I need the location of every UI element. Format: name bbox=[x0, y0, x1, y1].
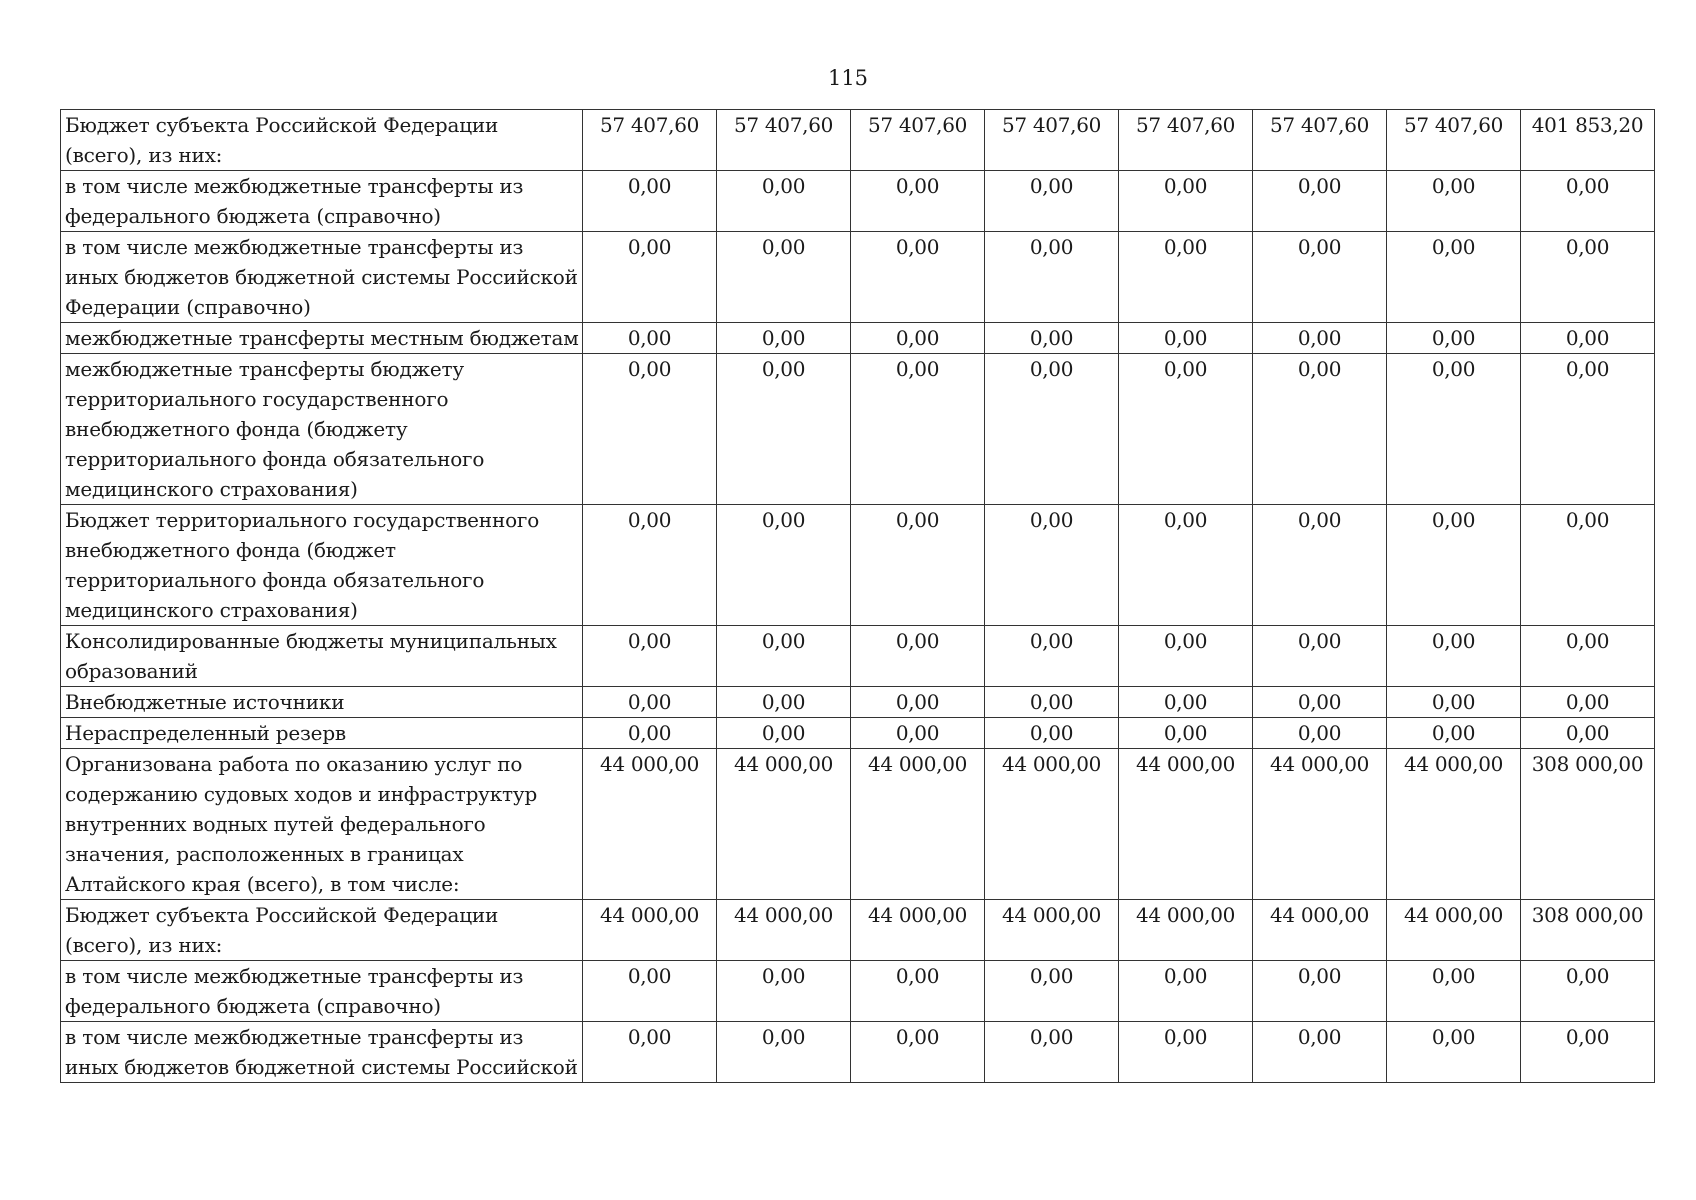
value-cell: 0,00 bbox=[1387, 718, 1521, 749]
value-cell: 0,00 bbox=[851, 687, 985, 718]
value-cell: 57 407,60 bbox=[717, 110, 851, 171]
total-cell: 308 000,00 bbox=[1521, 900, 1655, 961]
row-label: межбюджетные трансферты местным бюджетам bbox=[61, 323, 583, 354]
total-cell: 0,00 bbox=[1521, 505, 1655, 626]
value-cell: 0,00 bbox=[583, 718, 717, 749]
table-row bbox=[61, 718, 1655, 749]
page-number: 115 bbox=[827, 66, 869, 90]
value-cell: 0,00 bbox=[851, 1022, 985, 1083]
value-cell: 57 407,60 bbox=[1387, 110, 1521, 171]
value-cell: 0,00 bbox=[1253, 626, 1387, 687]
total-cell: 0,00 bbox=[1521, 718, 1655, 749]
value-cell: 57 407,60 bbox=[851, 110, 985, 171]
value-cell: 0,00 bbox=[985, 505, 1119, 626]
value-cell: 44 000,00 bbox=[851, 749, 985, 900]
value-cell: 57 407,60 bbox=[583, 110, 717, 171]
row-label: Бюджет территориального государственного внебюджетного фонда (бюджет территориального фонда обязательного медицинского страхования) bbox=[61, 505, 583, 626]
value-cell: 0,00 bbox=[717, 626, 851, 687]
value-cell: 0,00 bbox=[1253, 354, 1387, 505]
row-label: Бюджет субъекта Российской Федерации (всего), из них: bbox=[61, 110, 583, 171]
value-cell: 0,00 bbox=[985, 961, 1119, 1022]
value-cell: 44 000,00 bbox=[1387, 749, 1521, 900]
value-cell: 0,00 bbox=[851, 626, 985, 687]
value-cell: 0,00 bbox=[1387, 354, 1521, 505]
value-cell: 0,00 bbox=[985, 626, 1119, 687]
value-cell: 0,00 bbox=[985, 232, 1119, 323]
value-cell: 0,00 bbox=[985, 1022, 1119, 1083]
budget-table bbox=[60, 109, 1655, 1083]
value-cell: 0,00 bbox=[583, 1022, 717, 1083]
value-cell: 0,00 bbox=[985, 354, 1119, 505]
table-row bbox=[61, 354, 1655, 505]
value-cell: 0,00 bbox=[717, 323, 851, 354]
value-cell: 0,00 bbox=[717, 354, 851, 505]
value-cell: 0,00 bbox=[583, 323, 717, 354]
total-cell: 0,00 bbox=[1521, 1022, 1655, 1083]
value-cell: 0,00 bbox=[583, 505, 717, 626]
value-cell: 0,00 bbox=[717, 1022, 851, 1083]
row-label: межбюджетные трансферты бюджету территориального государственного внебюджетного фонда (бюджету территориального фонда обязательного медицинского страхования) bbox=[61, 354, 583, 505]
value-cell: 44 000,00 bbox=[717, 900, 851, 961]
value-cell: 0,00 bbox=[1387, 505, 1521, 626]
value-cell: 0,00 bbox=[1119, 961, 1253, 1022]
value-cell: 0,00 bbox=[1119, 505, 1253, 626]
value-cell: 0,00 bbox=[1387, 171, 1521, 232]
value-cell: 0,00 bbox=[851, 323, 985, 354]
value-cell: 0,00 bbox=[1119, 323, 1253, 354]
table-row bbox=[61, 110, 1655, 171]
total-cell: 0,00 bbox=[1521, 354, 1655, 505]
value-cell: 0,00 bbox=[1387, 1022, 1521, 1083]
value-cell: 0,00 bbox=[1253, 232, 1387, 323]
value-cell: 0,00 bbox=[1387, 323, 1521, 354]
value-cell: 0,00 bbox=[851, 961, 985, 1022]
row-label: Внебюджетные источники bbox=[61, 687, 583, 718]
row-label: Консолидированные бюджеты муниципальных образований bbox=[61, 626, 583, 687]
table-row bbox=[61, 323, 1655, 354]
value-cell: 44 000,00 bbox=[1119, 900, 1253, 961]
value-cell: 44 000,00 bbox=[1119, 749, 1253, 900]
value-cell: 0,00 bbox=[985, 687, 1119, 718]
value-cell: 0,00 bbox=[1119, 232, 1253, 323]
table-row bbox=[61, 961, 1655, 1022]
value-cell: 0,00 bbox=[583, 354, 717, 505]
value-cell: 44 000,00 bbox=[583, 749, 717, 900]
value-cell: 0,00 bbox=[717, 718, 851, 749]
value-cell: 0,00 bbox=[1119, 171, 1253, 232]
row-label: в том числе межбюджетные трансферты из иных бюджетов бюджетной системы Российской Федерации (справочно) bbox=[61, 232, 583, 323]
value-cell: 44 000,00 bbox=[985, 900, 1119, 961]
value-cell: 0,00 bbox=[1387, 961, 1521, 1022]
row-label: Организована работа по оказанию услуг по содержанию судовых ходов и инфраструктур внутренних водных путей федерального значения, расположенных в границах Алтайского края (всего), в том числе: bbox=[61, 749, 583, 900]
table-row bbox=[61, 900, 1655, 961]
total-cell: 0,00 bbox=[1521, 323, 1655, 354]
table-row bbox=[61, 749, 1655, 900]
value-cell: 0,00 bbox=[1119, 626, 1253, 687]
table-row bbox=[61, 232, 1655, 323]
value-cell: 0,00 bbox=[851, 354, 985, 505]
value-cell: 0,00 bbox=[1253, 961, 1387, 1022]
total-cell: 0,00 bbox=[1521, 961, 1655, 1022]
value-cell: 0,00 bbox=[1253, 505, 1387, 626]
value-cell: 44 000,00 bbox=[717, 749, 851, 900]
value-cell: 0,00 bbox=[851, 505, 985, 626]
value-cell: 57 407,60 bbox=[1253, 110, 1387, 171]
value-cell: 0,00 bbox=[583, 232, 717, 323]
value-cell: 0,00 bbox=[717, 687, 851, 718]
value-cell: 44 000,00 bbox=[1253, 749, 1387, 900]
value-cell: 0,00 bbox=[583, 687, 717, 718]
value-cell: 0,00 bbox=[985, 171, 1119, 232]
value-cell: 0,00 bbox=[851, 171, 985, 232]
total-cell: 0,00 bbox=[1521, 232, 1655, 323]
row-label: в том числе межбюджетные трансферты из федерального бюджета (справочно) bbox=[61, 171, 583, 232]
value-cell: 0,00 bbox=[1119, 718, 1253, 749]
value-cell: 0,00 bbox=[1253, 323, 1387, 354]
value-cell: 0,00 bbox=[985, 323, 1119, 354]
row-label: Нераспределенный резерв bbox=[61, 718, 583, 749]
row-label: в том числе межбюджетные трансферты из иных бюджетов бюджетной системы Российской bbox=[61, 1022, 583, 1083]
table-row bbox=[61, 505, 1655, 626]
value-cell: 44 000,00 bbox=[1253, 900, 1387, 961]
table-row bbox=[61, 687, 1655, 718]
total-cell: 0,00 bbox=[1521, 687, 1655, 718]
value-cell: 0,00 bbox=[1119, 1022, 1253, 1083]
value-cell: 57 407,60 bbox=[1119, 110, 1253, 171]
total-cell: 401 853,20 bbox=[1521, 110, 1655, 171]
value-cell: 0,00 bbox=[1387, 626, 1521, 687]
value-cell: 0,00 bbox=[717, 171, 851, 232]
value-cell: 44 000,00 bbox=[985, 749, 1119, 900]
value-cell: 57 407,60 bbox=[985, 110, 1119, 171]
value-cell: 0,00 bbox=[717, 232, 851, 323]
value-cell: 0,00 bbox=[717, 505, 851, 626]
value-cell: 0,00 bbox=[583, 961, 717, 1022]
value-cell: 44 000,00 bbox=[1387, 900, 1521, 961]
value-cell: 0,00 bbox=[717, 961, 851, 1022]
value-cell: 0,00 bbox=[1253, 171, 1387, 232]
total-cell: 0,00 bbox=[1521, 171, 1655, 232]
total-cell: 308 000,00 bbox=[1521, 749, 1655, 900]
value-cell: 0,00 bbox=[1253, 1022, 1387, 1083]
value-cell: 0,00 bbox=[1253, 687, 1387, 718]
value-cell: 0,00 bbox=[583, 626, 717, 687]
row-label: в том числе межбюджетные трансферты из федерального бюджета (справочно) bbox=[61, 961, 583, 1022]
value-cell: 0,00 bbox=[583, 171, 717, 232]
table-row bbox=[61, 626, 1655, 687]
table-row bbox=[61, 1022, 1655, 1083]
value-cell: 0,00 bbox=[851, 718, 985, 749]
value-cell: 0,00 bbox=[985, 718, 1119, 749]
row-label: Бюджет субъекта Российской Федерации (всего), из них: bbox=[61, 900, 583, 961]
value-cell: 0,00 bbox=[851, 232, 985, 323]
value-cell: 0,00 bbox=[1119, 687, 1253, 718]
total-cell: 0,00 bbox=[1521, 626, 1655, 687]
value-cell: 0,00 bbox=[1387, 232, 1521, 323]
table-row bbox=[61, 171, 1655, 232]
value-cell: 44 000,00 bbox=[851, 900, 985, 961]
value-cell: 0,00 bbox=[1119, 354, 1253, 505]
value-cell: 0,00 bbox=[1253, 718, 1387, 749]
value-cell: 0,00 bbox=[1387, 687, 1521, 718]
value-cell: 44 000,00 bbox=[583, 900, 717, 961]
